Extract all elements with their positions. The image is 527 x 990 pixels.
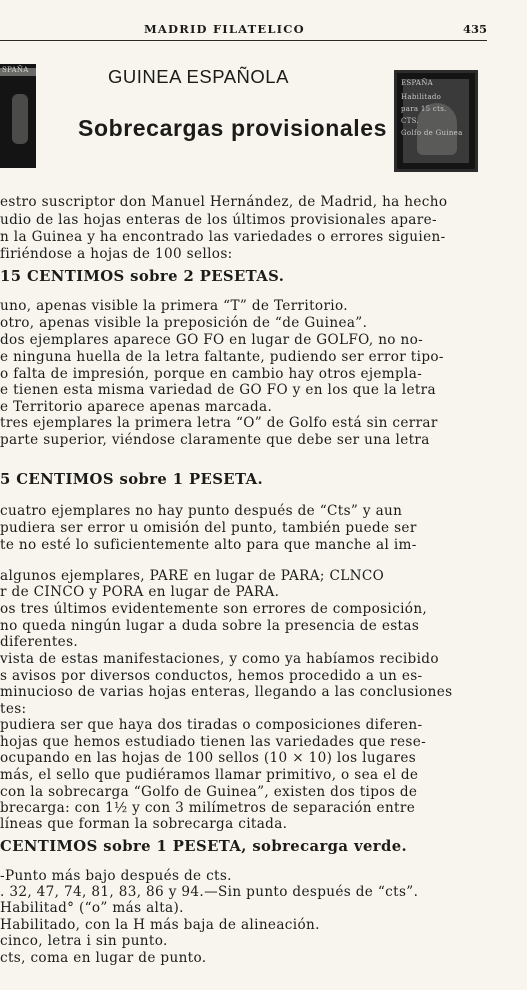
text-line: te no esté lo suficientemente alto para que manche al im- — [0, 537, 417, 553]
page-number: 435 — [462, 22, 487, 36]
stamp-image-right — [394, 70, 478, 172]
text-line: vista de estas manifestaciones, y como ya habíamos recibido — [0, 651, 439, 667]
stamp-right-overprint-5: Golfo de Guinea — [401, 129, 463, 137]
section-heading: CENTIMOS sobre 1 PESETA, sobrecarga verde. — [0, 838, 408, 855]
text-line: brecarga: con 1½ y con 3 milímetros de separación entre — [0, 800, 416, 816]
text-line: e tienen esta misma variedad de GO FO y en los que la letra — [0, 382, 436, 398]
text-line: ocupando en las hojas de 100 sellos (10 × 10) los lugares — [0, 750, 417, 766]
text-line: o falta de impresión, porque en cambio hay otros ejempla- — [0, 366, 423, 382]
page-header — [0, 18, 527, 42]
text-line: con la sobrecarga “Golfo de Guinea”, existen dos tipos de — [0, 784, 418, 800]
header-rule — [0, 40, 487, 41]
text-line: diferentes. — [0, 634, 79, 650]
text-line: más, el sello que pudiéramos llamar primitivo, o sea el de — [0, 767, 419, 783]
article-title: Sobrecargas provisionales — [78, 115, 388, 141]
text-line: pudiera ser error u omisión del punto, también puede ser — [0, 520, 417, 536]
section-heading: 15 CENTIMOS sobre 2 PESETAS. — [0, 268, 285, 285]
text-line: udio de las hojas enteras de los últimos provisionales apare- — [0, 212, 437, 228]
text-line: no queda ningún lugar a duda sobre la presencia de estas — [0, 618, 420, 634]
text-line: e Territorio aparece apenas marcada. — [0, 399, 273, 415]
stamp-right-overprint-2: Habilitado — [401, 93, 442, 101]
text-line: firiéndose a hojas de 100 sellos: — [0, 246, 233, 262]
country-title: GUINEA ESPAÑOLA — [108, 66, 289, 87]
stamp-right-overprint-3: para 15 cts. — [401, 105, 447, 113]
text-line: dos ejemplares aparece GO FO en lugar de GOLFO, no no- — [0, 332, 424, 348]
text-line: hojas que hemos estudiado tienen las variedades que rese- — [0, 734, 427, 750]
stamp-left-overprint: SPAÑA — [2, 66, 29, 74]
text-line: parte superior, viéndose claramente que debe ser una letra — [0, 432, 430, 448]
text-line: cuatro ejemplares no hay punto después de “Cts” y aun — [0, 503, 403, 519]
text-line: Habilitad° (“o” más alta). — [0, 900, 184, 916]
text-line: e ninguna huella de la letra faltante, pudiendo ser error tipo- — [0, 349, 444, 365]
text-line: uno, apenas visible la primera “T” de Territorio. — [0, 298, 348, 314]
stamp-right-overprint-4: CTS. — [401, 117, 419, 125]
text-line: minucioso de varias hojas enteras, llegando a las conclusiones — [0, 684, 453, 700]
text-line: tes: — [0, 701, 27, 717]
text-line: s avisos por diversos conductos, hemos procedido a un es- — [0, 668, 423, 684]
running-title: MADRID FILATELICO — [144, 22, 305, 36]
section-heading: 5 CENTIMOS sobre 1 PESETA. — [0, 471, 264, 488]
text-line: os tres últimos evidentemente son errores de composición, — [0, 601, 428, 617]
text-line: . 32, 47, 74, 81, 83, 86 y 94.—Sin punto después de “cts”. — [0, 884, 419, 900]
text-line: algunos ejemplares, PARE en lugar de PARA; CLNCO — [0, 568, 385, 584]
text-line: otro, apenas visible la preposición de “de Guinea”. — [0, 315, 368, 331]
text-line: líneas que forman la sobrecarga citada. — [0, 816, 288, 832]
text-line: r de CINCO y PORA en lugar de PARA. — [0, 584, 280, 600]
text-line: Habilitado, con la H más baja de alineación. — [0, 917, 320, 933]
text-line: n la Guinea y ha encontrado las variedades o errores siguien- — [0, 229, 446, 245]
stamp-image-left — [0, 64, 36, 168]
text-line: -Punto más bajo después de cts. — [0, 868, 232, 884]
text-line: tres ejemplares la primera letra “O” de Golfo está sin cerrar — [0, 415, 438, 431]
text-line: pudiera ser que haya dos tiradas o composiciones diferen- — [0, 717, 423, 733]
stamp-right-overprint-1: ESPAÑA — [401, 79, 434, 87]
text-line: cinco, letra i sin punto. — [0, 933, 168, 949]
text-line: cts, coma en lugar de punto. — [0, 950, 207, 966]
text-line: estro suscriptor don Manuel Hernández, de Madrid, ha hecho — [0, 194, 448, 210]
